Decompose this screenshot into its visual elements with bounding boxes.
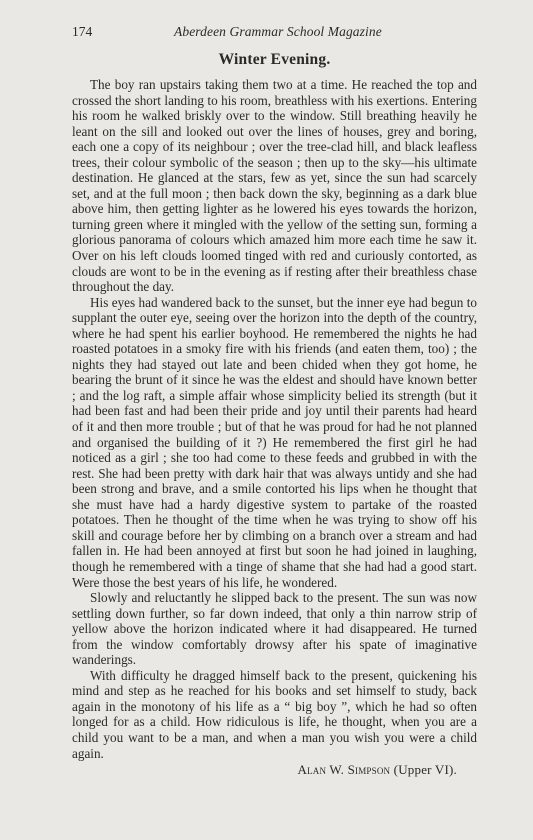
paragraph: With difficulty he dragged himself back to the present, quickening his mind and step as he reached for his books and set himself to study, back again in the monotony of his life as a “ big boy ”, which he had so often longed for as a child. How ridiculous is life, he thought, when you are a child you want to be a man, and when a man you wish you were a child again. [72,667,477,761]
article-body [72,77,477,761]
byline [72,762,477,778]
page-number: 174 [72,24,93,39]
running-header [72,22,477,42]
article-title: Winter Evening. [218,51,331,68]
journal-title: Aberdeen Grammar School Magazine [174,24,382,39]
paragraph: His eyes had wandered back to the sunset, but the inner eye had begun to supplant the outer eye, seeing over the horizon into the depth of the country, where he had spent his earlier boyhood. He remembered the nights he had roasted potatoes in a smoky fire with his friends (and eaten them, too) ; the nights they had stayed out late and been chided when they got home, he bearing the brunt of it since he was the eldest and should have known better ; and the log raft, a simple affair whose simplicity belied its strength (but it had been fast and had been their pride and joy until their parents had heard of it and then more trouble ; but of that he was proud for had he not planned and organised the building of it ?) He remembered the first girl he had noticed as a girl ; she too had come to these feeds and grubbed in with the rest. She had been pretty with dark hair that was always untidy and she had been strong and brave, and a smile contorted his lips when he thought that she must have had a hardy digestive system to partake of the roasted potatoes. Then he thought of the time when he was trying to show off his skill and courage before her by climbing on a branch over a stream and had fallen in. He had been annoyed at first but soon he had joined in laughing, though he remembered with a tinge of shame that she had had a good start. Were those the best years of his life, he wondered. [72,294,477,590]
magazine-page [72,22,477,778]
author-name: Alan W. Simpson [297,762,391,778]
paragraph: Slowly and reluctantly he slipped back to the present. The sun was now settling down further, so far down indeed, that only a thin narrow strip of yellow above the horizon indicated where it had disappeared. He turned from the window comfortably drowsy after his spate of imaginative wanderings. [72,590,477,668]
author-form: (Upper VI). [393,762,457,778]
paragraph: The boy ran upstairs taking them two at a time. He reached the top and crossed the short landing to his room, breathless with his exertions. Entering his room he walked briskly over to the window. Still breathing heavily he leant on the sill and looked out over the lines of houses, grey and boring, each one a copy of its neighbour ; over the tree-clad hill, and black leafless trees, their colour symbolic of the season ; then up to the sky—his ultimate destination. He glanced at the stars, few as yet, since the sun had scarcely set, and at the full moon ; then back down the sky, beginning as a dark blue above him, then getting lighter as he lowered his eyes towards the horizon, turning green where it mingled with the yellow of the setting sun, forming a glorious panorama of colours which amazed him more each time he saw it. Over on his left clouds loomed tinged with red and curiously contorted, as clouds are wont to be in the evening as if resting after their breathless chase throughout the day. [72,77,477,295]
